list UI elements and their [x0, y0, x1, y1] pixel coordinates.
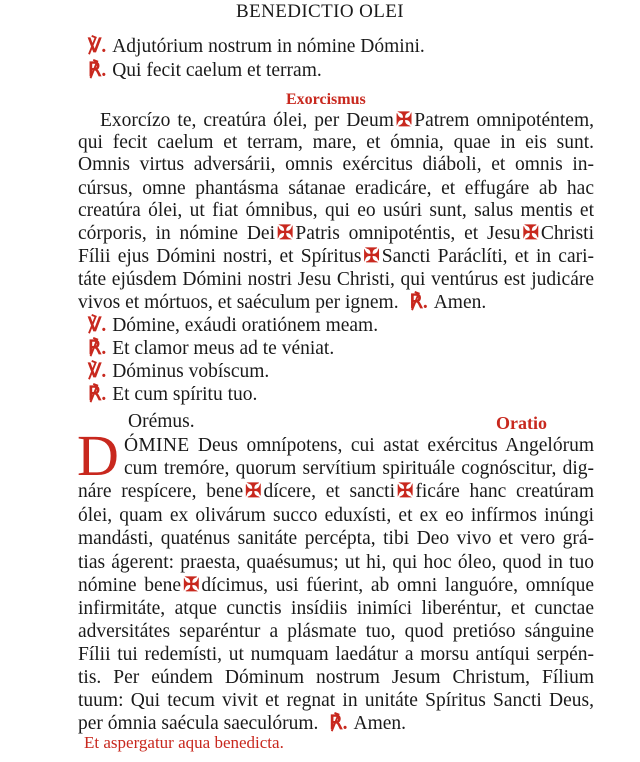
versicle-symbol: ℣. — [88, 315, 107, 336]
response-symbol: ℟. — [88, 338, 107, 359]
cross-icon: ✠ — [397, 481, 414, 502]
oratio-line-1b: Deus omnípotens, cui astat exércitus Angelórum — [197, 435, 594, 456]
exorcism-line-5: creatúra ólei, ut fiat ómnibus, qui eo usúri sunt, salus mentis et — [78, 200, 594, 221]
cross-icon: ✠ — [522, 223, 539, 244]
exorcism-line — [78, 246, 594, 268]
response-line — [88, 338, 334, 360]
cross-icon: ✠ — [277, 223, 294, 244]
oratio-line-10: Fílii tui redemísti, ut numquam laedátur a morsu antíqui serpén- — [78, 644, 594, 665]
oratio-line-4: ólei, quam ex olivárum succo eduxísti, et ex eo infírmos inúngi — [78, 505, 594, 526]
response-text: Qui fecit caelum et terram. — [112, 60, 322, 81]
response-symbol: ℟. — [409, 292, 428, 313]
versicle-text: Dómine, exáudi oratiónem meam. — [112, 315, 379, 336]
exorcism-line — [78, 223, 594, 245]
oratio-amen: Amen. — [353, 713, 407, 734]
exorcism-line-2: qui fecit caelum et terram, mare, et ómnia, quae in eis sunt. — [78, 132, 594, 153]
versicle-symbol: ℣. — [88, 36, 107, 57]
exorcism-line-8: táte ejúsdem Dómini nostri Jesu Christi, qui ventúrus est judicáre — [78, 269, 594, 290]
opening-versicle — [88, 36, 425, 58]
oratio-line-3b: dícere, et sancti — [263, 481, 396, 502]
exorcism-line-4: cúrsus, omne phantásma sátanae eradicáre, et effugáre ab hac — [78, 178, 594, 199]
oratio-line-3a: náre respícere, bene — [78, 481, 244, 502]
oremus-label: Orémus. — [128, 411, 195, 432]
exorcism-line — [100, 110, 594, 132]
oratio-line — [78, 713, 406, 735]
oratio-line-1a: ÓMINE — [124, 435, 190, 456]
response-symbol: ℟. — [88, 60, 107, 81]
oratio-line-13: per ómnia saécula saeculórum. — [78, 713, 319, 734]
exorcism-line-6b: Patris omnipoténtis, et Jesu — [295, 223, 521, 244]
exorcism-line-6a: córporis, in nómine Dei — [78, 223, 276, 244]
exorcism-line-7a: Fílii ejus Dómini nostri, et Spíritus — [78, 246, 362, 267]
response-line — [88, 384, 257, 406]
response-text: Et cum spíritu tuo. — [112, 384, 258, 405]
exorcism-line — [78, 292, 486, 314]
oratio-line-9: adversitátes separéntur a plásmate tuo, quod pretióso sánguine — [78, 621, 594, 642]
oratio-line-7a: nómine bene — [78, 575, 182, 596]
exorcism-line-1a: Exorcízo te, creatúra ólei, per Deum — [100, 110, 394, 131]
versicle-line — [88, 361, 269, 383]
exorcismus-heading: Exorcismus — [286, 91, 366, 108]
exorcism-amen: Amen. — [433, 292, 487, 313]
oratio-line-12: tuum: Qui tecum vivit et regnat in unitáte Spíritus Sancti Deus, — [78, 690, 594, 711]
oratio-line-11: tis. Per eúndem Dóminum nostrum Jesum Christum, Fílium — [78, 667, 594, 688]
exorcism-line-7b: Sancti Paráclíti, et in cari- — [381, 246, 594, 267]
cross-icon: ✠ — [363, 246, 380, 267]
exorcism-line-9: vivos et mórtuos, et saéculum per ignem. — [78, 292, 399, 313]
oratio-line — [78, 575, 594, 597]
oratio-line — [78, 481, 594, 503]
exorcism-line-1b: Patrem omnipoténtem, — [414, 110, 594, 131]
cross-icon: ✠ — [245, 481, 262, 502]
response-symbol: ℟. — [88, 384, 107, 405]
cross-icon: ✠ — [395, 110, 413, 131]
drop-cap: D — [77, 423, 119, 488]
versicle-text: Adjutórium nostrum in nómine Dómini. — [112, 36, 425, 57]
oratio-line — [124, 435, 594, 457]
versicle-symbol: ℣. — [88, 361, 107, 382]
oratio-line-2: cum tremóre, quorum servítium spirituále cognóscitur, dig- — [124, 458, 594, 479]
opening-response — [88, 60, 322, 82]
page-header: BENEDICTIO OLEI — [236, 1, 404, 22]
oratio-line-7b: dícimus, usi fúerint, ab omni languóre, omníque — [201, 575, 594, 596]
final-rubric: Et aspergatur aqua benedicta. — [84, 733, 284, 752]
oratio-line-3c: ficáre hanc creatúram — [415, 481, 595, 502]
versicle-text: Dóminus vobíscum. — [112, 361, 270, 382]
exorcism-line-6c: Christi — [540, 223, 594, 244]
response-symbol: ℟. — [329, 713, 348, 734]
oratio-heading: Oratio — [496, 413, 547, 433]
response-text: Et clamor meus ad te véniat. — [112, 338, 335, 359]
oratio-line-6: tias ágerent: praesta, quaésumus; ut hi, qui hoc óleo, quod in tuo — [78, 552, 594, 573]
versicle-line — [88, 315, 378, 337]
oratio-line-5: mandásti, quaténus sanitáte percépta, tibi Deo vivo et vero grá- — [78, 528, 594, 549]
exorcism-line-3: Omnis virtus adversárii, omnis exércitus diáboli, et omnis in- — [78, 154, 594, 175]
oratio-line-8: infirmitáte, atque cunctis insídiis inimíci liberéntur, et cunctae — [78, 598, 594, 619]
cross-icon: ✠ — [183, 575, 200, 596]
